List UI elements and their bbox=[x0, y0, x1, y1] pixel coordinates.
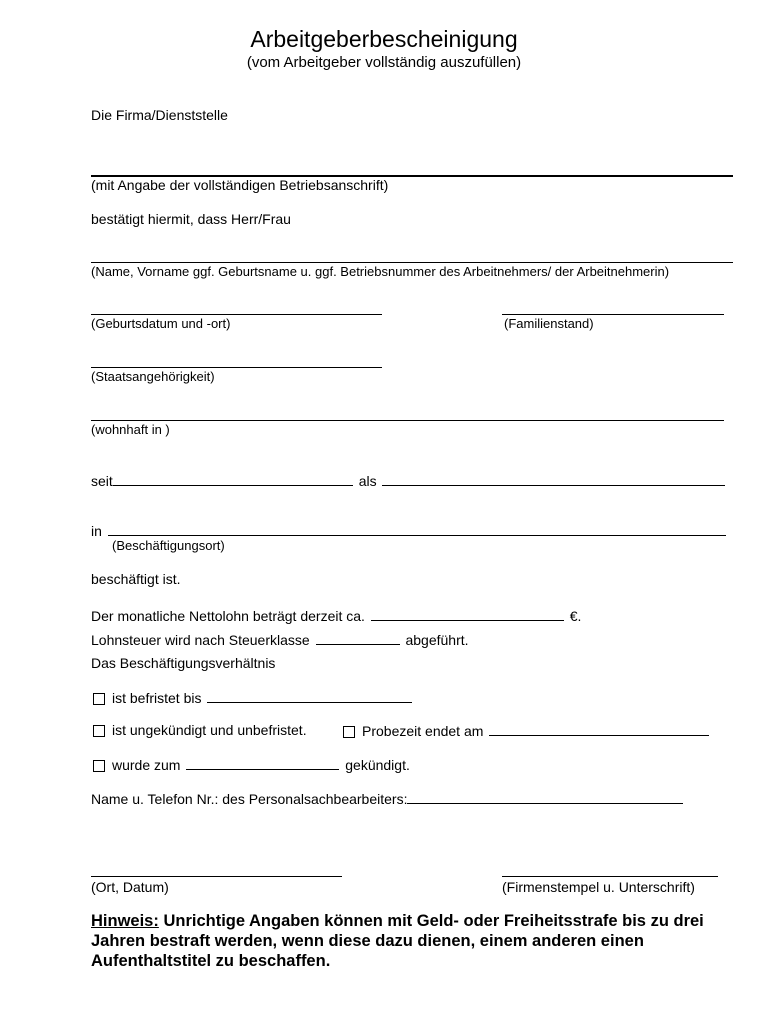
company-label: Die Firma/Dienststelle bbox=[91, 107, 228, 123]
as-label: als bbox=[358, 473, 377, 489]
currency-suffix: €. bbox=[569, 608, 582, 624]
contact-label: Name u. Telefon Nr.: des Personalsachbearbeiters: bbox=[91, 791, 408, 807]
tax-row bbox=[91, 631, 469, 648]
name-line[interactable] bbox=[91, 262, 733, 263]
notice bbox=[91, 911, 741, 971]
fixed-term-checkbox[interactable] bbox=[93, 693, 105, 705]
nationality-line[interactable] bbox=[91, 367, 382, 368]
residence-caption: (wohnhaft in ) bbox=[91, 422, 170, 437]
unlimited-label: ist ungekündigt und unbefristet. bbox=[112, 722, 307, 738]
contact-row bbox=[91, 790, 685, 807]
terminated-checkbox[interactable] bbox=[93, 760, 105, 772]
terminated-field[interactable] bbox=[186, 756, 339, 770]
net-salary-field[interactable] bbox=[371, 607, 564, 621]
page-subtitle: (vom Arbeitgeber vollständig auszufüllen) bbox=[246, 54, 522, 71]
place-date-caption: (Ort, Datum) bbox=[91, 879, 169, 895]
since-field[interactable] bbox=[113, 472, 353, 486]
fixed-term-row bbox=[93, 689, 414, 706]
probation-label: Probezeit endet am bbox=[362, 723, 484, 739]
tax-label: Lohnsteuer wird nach Steuerklasse bbox=[91, 632, 310, 648]
probation-row bbox=[343, 722, 711, 739]
unlimited-row bbox=[93, 722, 307, 738]
fixed-term-label: ist befristet bis bbox=[112, 690, 202, 706]
residence-line[interactable] bbox=[91, 420, 724, 421]
since-label: seit bbox=[91, 473, 113, 489]
place-row bbox=[91, 522, 728, 539]
stamp-signature-line[interactable] bbox=[502, 876, 718, 877]
as-field[interactable] bbox=[382, 472, 725, 486]
birth-caption: (Geburtsdatum und -ort) bbox=[91, 316, 231, 331]
relation-label: Das Beschäftigungsverhältnis bbox=[91, 655, 276, 671]
employed-text: beschäftigt ist. bbox=[91, 571, 181, 587]
in-label: in bbox=[91, 523, 102, 539]
company-caption: (mit Angabe der vollständigen Betriebsanschrift) bbox=[91, 177, 389, 193]
name-caption: (Name, Vorname ggf. Geburtsname u. ggf. Betriebsnummer des Arbeitnehmers/ der Arbeitnehmerin) bbox=[91, 264, 670, 279]
place-caption: (Beschäftigungsort) bbox=[112, 538, 225, 553]
confirm-text: bestätigt hiermit, dass Herr/Frau bbox=[91, 211, 291, 227]
page-title: Arbeitgeberbescheinigung bbox=[250, 26, 518, 52]
since-row bbox=[91, 472, 727, 489]
fixed-term-field[interactable] bbox=[207, 689, 412, 703]
tax-suffix: abgeführt. bbox=[405, 632, 469, 648]
terminated-row bbox=[93, 756, 410, 773]
unlimited-checkbox[interactable] bbox=[93, 725, 105, 737]
net-salary-label: Der monatliche Nettolohn beträgt derzeit ca. bbox=[91, 608, 365, 624]
family-caption: (Familienstand) bbox=[504, 316, 594, 331]
place-field[interactable] bbox=[108, 522, 726, 536]
tax-class-field[interactable] bbox=[316, 631, 400, 645]
probation-checkbox[interactable] bbox=[343, 726, 355, 738]
terminated-suffix: gekündigt. bbox=[345, 757, 410, 773]
notice-text: Unrichtige Angaben können mit Geld- oder Freiheitsstrafe bis zu drei Jahren bestraft werden, wenn diese dazu dienen, einem anderen einen Aufenthaltstitel zu beschaffen. bbox=[91, 912, 704, 970]
contact-field[interactable] bbox=[407, 790, 683, 804]
birth-line[interactable] bbox=[91, 314, 382, 315]
terminated-prefix: wurde zum bbox=[112, 757, 181, 773]
probation-field[interactable] bbox=[489, 722, 709, 736]
notice-heading: Hinweis: bbox=[91, 912, 159, 930]
nationality-caption: (Staatsangehörigkeit) bbox=[91, 369, 215, 384]
family-line[interactable] bbox=[502, 314, 724, 315]
net-salary-row bbox=[91, 607, 581, 624]
stamp-signature-caption: (Firmenstempel u. Unterschrift) bbox=[502, 879, 695, 895]
place-date-line[interactable] bbox=[91, 876, 342, 877]
